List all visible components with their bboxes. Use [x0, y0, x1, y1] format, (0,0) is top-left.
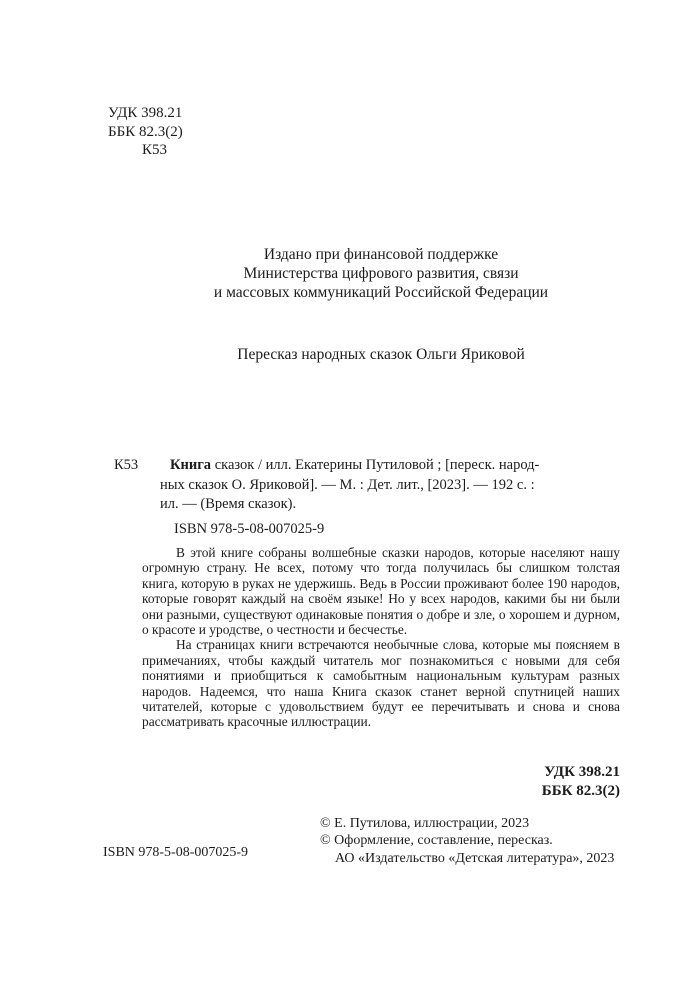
annotation [142, 545, 620, 730]
udc-code-bottom: УДК 398.21 [544, 764, 620, 780]
annotation-paragraph: В этой книге собраны волшебные сказки народов, которые населяют нашу огромную страну. Не всех, потому что тогда получилась бы слишком толстая книга, которую в руках не удержишь. Ведь в России проживают более 190 народов, которые говорят каждый на своём языке! Но у всех народов, какими бы ни были они разными, существуют одинаковые понятия о добре и зле, о хорошем и дурном, о красоте и уродстве, о честности и бесчестье. [142, 545, 620, 638]
sponsor-note [142, 245, 620, 302]
bib-line: ных сказок О. Яриковой]. — М. : Дет. лит., [2023]. — 192 с. : [160, 476, 535, 493]
isbn-catalog: ISBN 978-5-08-007025-9 [174, 520, 325, 537]
bbk-code-bottom: ББК 82.3(2) [541, 782, 620, 799]
bbk-code: ББК 82.3(2) [108, 123, 183, 140]
copyright-line: © Оформление, составление, пересказ. [320, 833, 553, 849]
copyright-block [320, 815, 614, 867]
copyright-line: © Е. Путилова, иллюстрации, 2023 [320, 816, 530, 831]
bib-line: ил. — (Время сказок). [160, 496, 297, 512]
bibliographic-description [160, 456, 622, 515]
sponsor-line: Издано при финансовой поддержке [263, 246, 499, 263]
bib-line [160, 456, 622, 476]
annotation-paragraph: На страницах книги встречаются необычные слова, которые мы поясняем в примечаниях, чтобы каждый читатель мог познакомиться с новыми для себя понятиями и приобщиться к самобытным национальным культурам разных народов. Надеемся, что наша Книга сказок станет верной спутницей наших читателей, которые с удовольствием будут ее перечитывать и снова и снова рассматривать красочные иллюстрации. [142, 637, 620, 730]
author-sign-code: К53 [142, 142, 168, 158]
isbn-bottom: ISBN 978-5-08-007025-9 [103, 845, 249, 860]
top-cataloguing-codes [108, 104, 183, 160]
udc-code: УДК 398.21 [108, 105, 183, 121]
sponsor-line: и массовых коммуникаций Российской Федерации [213, 284, 549, 301]
bottom-cataloguing-codes [542, 763, 620, 800]
bib-line-rest: сказок / илл. Екатерины Путиловой ; [переск. народ- [211, 457, 540, 473]
catalog-author-sign: К53 [114, 457, 139, 473]
publisher-line: АО «Издательство «Детская литература», 2023 [335, 850, 615, 866]
book-title: Книга [170, 457, 212, 473]
retelling-credit: Пересказ народных сказок Ольги Яриковой [237, 346, 525, 363]
sponsor-line: Министерства цифрового развития, связи [243, 265, 519, 282]
catalog-card-entry [114, 456, 622, 539]
